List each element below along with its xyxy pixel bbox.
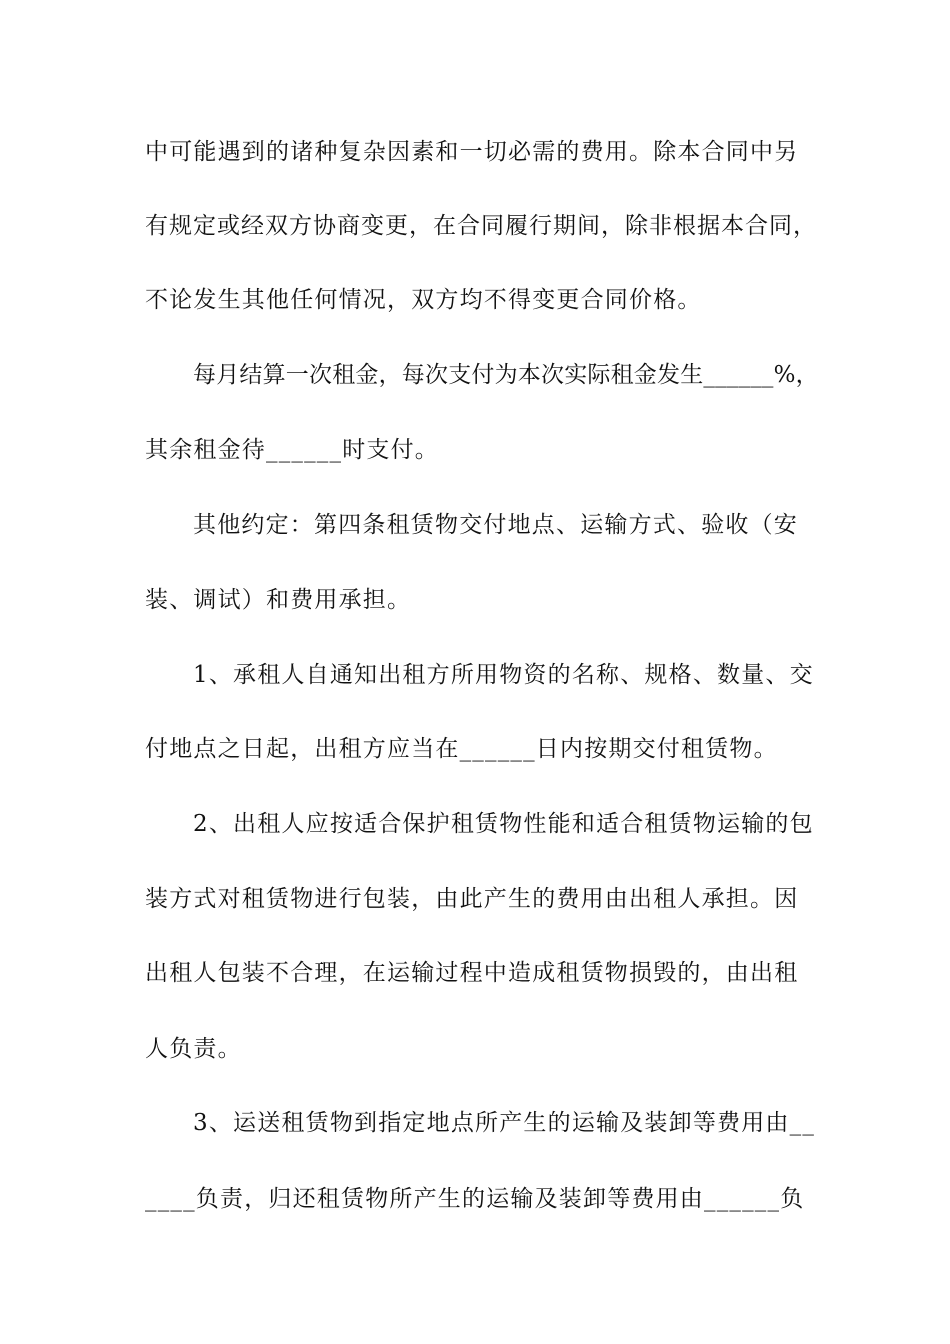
paragraph-line: 其余租金待______时支付。 xyxy=(145,437,439,463)
paragraph-line: 中可能遇到的诸种复杂因素和一切必需的费用。除本合同中另 xyxy=(145,139,799,165)
paragraph-line: 每月结算一次租金，每次支付为本次实际租金发生______%， xyxy=(193,362,819,388)
paragraph-line: 不论发生其他任何情况，双方均不得变更合同价格。 xyxy=(145,287,702,313)
paragraph-line: 1、承租人自通知出租方所用物资的名称、规格、数量、交 xyxy=(193,662,814,688)
paragraph-line: 2、出租人应按适合保护租赁物性能和适合租赁物运输的包 xyxy=(193,811,814,837)
paragraph-line: 装方式对租赁物进行包装，由此产生的费用由出租人承担。因 xyxy=(145,886,799,912)
paragraph-line: 人负责。 xyxy=(145,1036,242,1062)
paragraph-line: 付地点之日起，出租方应当在______日内按期交付租赁物。 xyxy=(145,736,778,762)
paragraph-line: 有规定或经双方协商变更，在合同履行期间，除非根据本合同， xyxy=(145,213,817,239)
paragraph-line: 出租人包装不合理，在运输过程中造成租赁物损毁的，由出租 xyxy=(145,960,799,986)
paragraph-line: 3、运送租赁物到指定地点所产生的运输及装卸等费用由__ xyxy=(193,1110,816,1136)
paragraph-line: ____负责，归还租赁物所产生的运输及装卸等费用由______负 xyxy=(145,1186,805,1212)
paragraph-line: 装、调试）和费用承担。 xyxy=(145,587,412,613)
paragraph-line: 其他约定：第四条租赁物交付地点、运输方式、验收（安 xyxy=(193,512,798,538)
